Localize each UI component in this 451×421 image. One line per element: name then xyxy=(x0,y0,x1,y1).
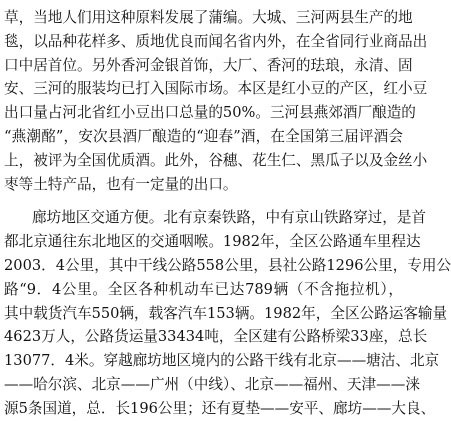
text-line: 2003．4公里，其中干线公路558公里，县社公路1296公里，专用公 xyxy=(4,256,451,274)
text-line: 路“9．4公里。全区各种机动车已达789辆（不含拖拉机）， xyxy=(4,280,403,298)
text-line: 安、三河的服装均已打入国际市场。本区是红小豆的产区，红小豆 xyxy=(4,80,428,98)
text-line: 都北京通往东北地区的交通咽喉。1982年，全区公路通车里程达 xyxy=(4,233,421,251)
text-line: 草，当地人们用这种原料发展了蒲编。大城、三河两县生产的地 xyxy=(4,9,413,26)
paragraph-exports xyxy=(4,6,428,196)
text-line: 毯，以品种花样多、质地优良而闻名省内外，在全省同行业商品出 xyxy=(4,32,428,50)
text-line: 其中载货汽车550辆，载客汽车153辆。1982年，全区公路运客输量 xyxy=(4,304,448,322)
text-line: ——哈尔滨、北京——广州（中线）、北京——福州、天津——涞 xyxy=(4,375,420,393)
text-line: 枣等土特产品，也有一定量的出口。 xyxy=(4,175,238,193)
text-line: 4623万人，公路货运量33434吨，全区建有公路桥梁33座，总长 xyxy=(4,328,428,346)
paragraph-spacer xyxy=(4,196,403,206)
text-line: 上，被评为全国优质酒。此外，谷穗、花生仁、黑瓜子以及金丝小 xyxy=(4,151,428,169)
text-line: 出口量占河北省红小豆出口总量的50%。三河县燕郊酒厂酿造的 xyxy=(4,104,416,122)
text-line: 13077．4米。穿越廊坊地区境内的公路干线有北京——塘沽、北京 xyxy=(4,352,440,370)
text-line: 源5条国道，总．长196公里；还有夏垫——安平、廊坊——大良、 xyxy=(4,399,436,417)
text-line: “燕潮酩”，安次县酒厂酿造的“迎春”酒，在全国第三届评酒会 xyxy=(4,127,403,145)
text-line: 口中居首位。另外香河金银首饰，大厂、香河的珐琅，永清、固 xyxy=(4,56,413,74)
paragraph-transport xyxy=(4,206,451,420)
text-line: 廊坊地区交通方便。北有京秦铁路，中有京山铁路穿过，是首 xyxy=(32,209,427,227)
